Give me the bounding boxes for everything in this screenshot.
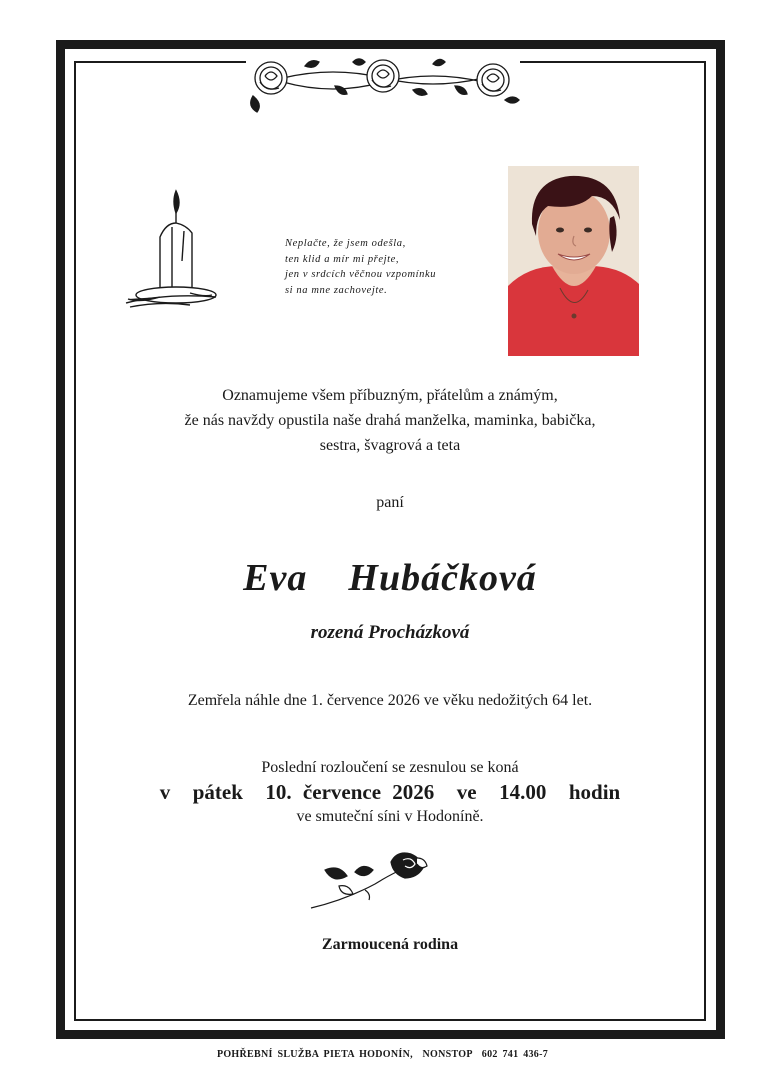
announcement-line: sestra, švagrová a teta — [319, 437, 461, 454]
poem — [285, 236, 495, 298]
deceased-name: Eva Hubáčková — [243, 557, 537, 599]
portrait-photo — [508, 166, 639, 356]
announcement-line: že nás navždy opustila naše drahá manželka, maminka, babička, — [184, 412, 596, 429]
death-notice: Zemřela náhle dne 1. července 2026 ve věku nedožitých 64 let. — [187, 692, 593, 709]
title-word: paní — [376, 494, 404, 511]
poem-line: jen v srdcích věčnou vzpomínku — [285, 269, 437, 280]
poem-line: Neplačte, že jsem odešla, — [285, 238, 406, 249]
rose-ornament-icon — [305, 850, 435, 912]
poem-line: ten klid a mír mi přejte, — [285, 253, 400, 265]
signature: Zarmoucená rodina — [321, 936, 459, 953]
rose-garland-icon — [243, 56, 523, 118]
candle-icon — [120, 185, 220, 315]
farewell-place: ve smuteční síni v Hodoníně. — [296, 808, 484, 825]
announcement — [74, 383, 706, 458]
funeral-service-footer: POHŘEBNÍ SLUŽBA PIETA HODONÍN, NONSTOP 602 741 436-7 — [216, 1049, 549, 1060]
maiden-name: rozená Procházková — [310, 622, 470, 643]
farewell-intro: Poslední rozloučení se zesnulou se koná — [261, 759, 519, 776]
farewell-datetime: v pátek 10. července 2026 ve 14.00 hodin — [159, 780, 621, 804]
poem-line: si na mne zachovejte. — [285, 284, 388, 296]
announcement-line: Oznamujeme všem příbuzným, přátelům a známým, — [222, 387, 558, 404]
